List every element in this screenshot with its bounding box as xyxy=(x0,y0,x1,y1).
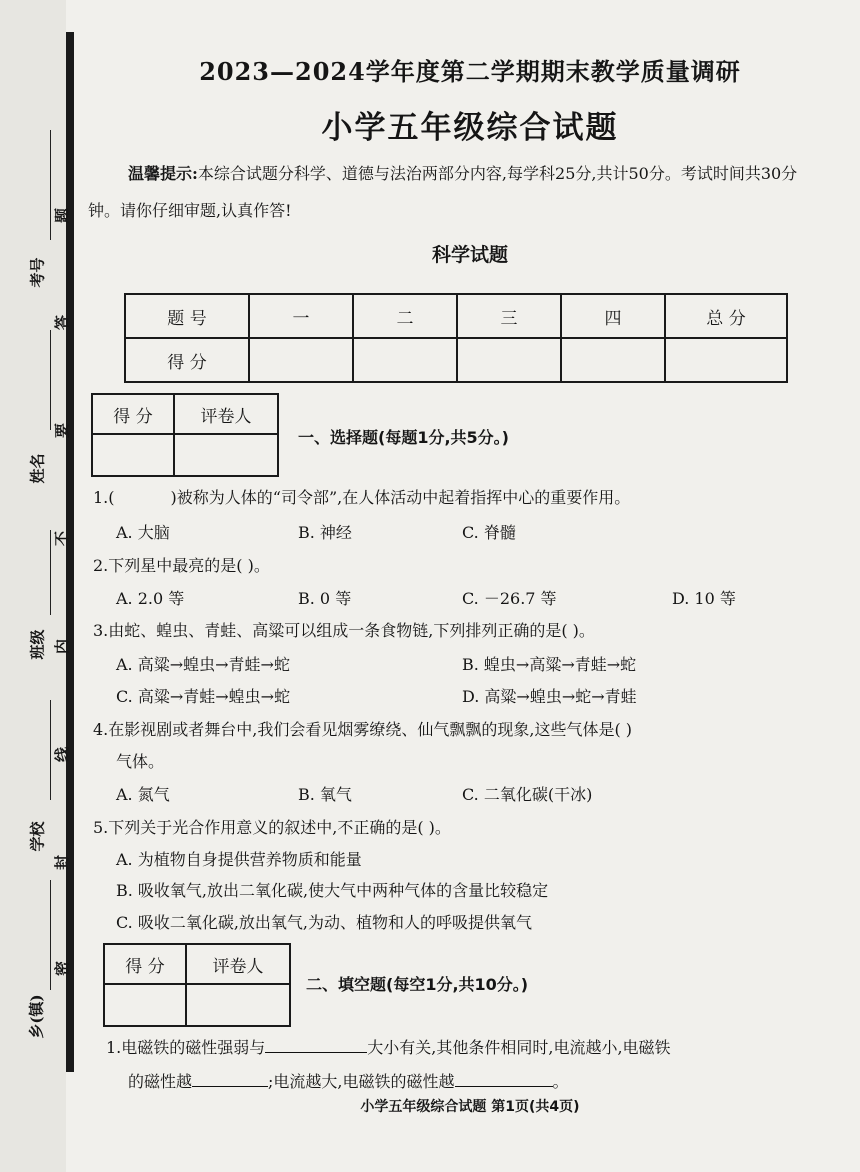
option[interactable]: D. 10 等 xyxy=(672,589,736,608)
grader-reviewer-cell[interactable] xyxy=(174,434,278,476)
score-table-cell: 题 号 xyxy=(125,294,249,338)
option[interactable]: A. 2.0 等 xyxy=(116,589,185,608)
side-label-town: 乡(镇) xyxy=(27,994,46,1039)
question-text: 1.电磁铁的磁性强弱与 xyxy=(106,1038,266,1057)
seal-char: 内 xyxy=(53,638,72,655)
score-input-cell[interactable] xyxy=(457,338,561,382)
option[interactable]: A. 高粱→蝗虫→青蛙→蛇 xyxy=(116,655,290,674)
option[interactable]: C. －26.7 等 xyxy=(462,589,557,608)
option[interactable]: C. 高粱→青蛙→蝗虫→蛇 xyxy=(116,687,291,706)
question-4: 4.在影视剧或者舞台中,我们会看见烟雾缭绕、仙气飘飘的现象,这些气体是( ) xyxy=(93,720,633,739)
grader-reviewer-cell[interactable] xyxy=(186,984,290,1026)
grader-box xyxy=(91,393,279,477)
part1-title: 一、选择题(每题1分,共5分。) xyxy=(298,428,509,447)
side-label-name: 姓名 xyxy=(28,453,47,484)
tip-text: 本综合试题分科学、道德与法治两部分内容,每学科25分,共计50分。考试时间共30分钟。请你仔细审题,认真作答! xyxy=(88,164,798,220)
exam-term-title: 2023—2024学年度第二学期期末教学质量调研 xyxy=(199,57,741,86)
question-text: 大小有关,其他条件相同时,电流越小,电磁铁 xyxy=(367,1038,671,1057)
score-input-cell[interactable] xyxy=(665,338,787,382)
question-text: 。 xyxy=(552,1072,569,1091)
seal-char: 不 xyxy=(53,530,72,547)
question-2: 2.下列星中最亮的是( )。 xyxy=(93,556,270,575)
option[interactable]: B. 氧气 xyxy=(298,785,352,804)
side-label-exam-number: 考号 xyxy=(28,257,47,288)
seal-char: 答 xyxy=(53,314,72,331)
score-input-cell[interactable] xyxy=(249,338,353,382)
grader-score-label: 得 分 xyxy=(104,944,186,984)
question-text: ;电流越大,电磁铁的磁性越 xyxy=(268,1072,455,1091)
question-text: 1.( xyxy=(93,488,115,507)
option[interactable]: B. 蝗虫→高粱→青蛙→蛇 xyxy=(462,655,637,674)
option[interactable]: B. 0 等 xyxy=(298,589,352,608)
score-table-score-row xyxy=(125,338,787,382)
answer-blank[interactable] xyxy=(455,1072,553,1087)
option[interactable]: C. 吸收二氧化碳,放出氧气,为动、植物和人的呼吸提供氧气 xyxy=(116,913,533,932)
score-table-cell: 二 xyxy=(353,294,457,338)
question-4-continued: 气体。 xyxy=(116,752,165,771)
score-table-cell: 得 分 xyxy=(125,338,249,382)
side-label-school: 学校 xyxy=(28,821,47,852)
question-1 xyxy=(93,485,630,508)
seal-char: 题 xyxy=(53,207,72,224)
seal-char: 封 xyxy=(53,854,72,871)
option[interactable]: B. 神经 xyxy=(298,523,352,542)
part2-title: 二、填空题(每空1分,共10分。) xyxy=(306,975,529,994)
score-table-cell: 三 xyxy=(457,294,561,338)
score-table-cell: 一 xyxy=(249,294,353,338)
grader-score-label: 得 分 xyxy=(92,394,174,434)
answer-blank[interactable] xyxy=(192,1072,268,1087)
option[interactable]: A. 氮气 xyxy=(116,785,170,804)
exam-tip xyxy=(88,155,826,229)
exam-title: 小学五年级综合试题 xyxy=(321,110,619,146)
score-table-cell: 四 xyxy=(561,294,665,338)
fill-question-1-continued xyxy=(128,1069,569,1092)
option[interactable]: A. 为植物自身提供营养物质和能量 xyxy=(116,850,362,869)
grader-score-cell[interactable] xyxy=(104,984,186,1026)
fill-question-1 xyxy=(106,1035,671,1058)
binding-line xyxy=(66,32,74,1072)
seal-char: 线 xyxy=(53,746,72,763)
score-table-cell: 总 分 xyxy=(665,294,787,338)
seal-char: 密 xyxy=(53,960,72,977)
grader-box xyxy=(103,943,291,1027)
side-blank-line xyxy=(50,130,51,240)
option[interactable]: B. 吸收氧气,放出二氧化碳,使大气中两种气体的含量比较稳定 xyxy=(116,881,549,900)
grader-reviewer-label: 评卷人 xyxy=(186,944,290,984)
option[interactable]: D. 高粱→蝗虫→蛇→青蛙 xyxy=(462,687,637,706)
section-title: 科学试题 xyxy=(431,244,508,266)
question-text: )被称为人体的“司令部”,在人体活动中起着指挥中心的重要作用。 xyxy=(170,488,631,507)
score-input-cell[interactable] xyxy=(353,338,457,382)
option[interactable]: C. 二氧化碳(干冰) xyxy=(462,785,593,804)
page-footer: 小学五年级综合试题 第1页(共4页) xyxy=(360,1099,580,1115)
answer-blank[interactable] xyxy=(265,1038,367,1053)
side-blank-line xyxy=(50,330,51,430)
score-table xyxy=(124,293,788,383)
side-label-class: 班级 xyxy=(28,629,47,660)
question-3: 3.由蛇、蝗虫、青蛙、高粱可以组成一条食物链,下列排列正确的是( )。 xyxy=(93,621,595,640)
seal-char: 要 xyxy=(53,422,72,439)
grader-reviewer-label: 评卷人 xyxy=(174,394,278,434)
score-input-cell[interactable] xyxy=(561,338,665,382)
option[interactable]: C. 脊髓 xyxy=(462,523,516,542)
tip-label: 温馨提示: xyxy=(128,164,198,183)
question-5: 5.下列关于光合作用意义的叙述中,不正确的是( )。 xyxy=(93,818,451,837)
question-text: 的磁性越 xyxy=(128,1072,193,1091)
score-table-header-row xyxy=(125,294,787,338)
option[interactable]: A. 大脑 xyxy=(116,523,170,542)
grader-score-cell[interactable] xyxy=(92,434,174,476)
